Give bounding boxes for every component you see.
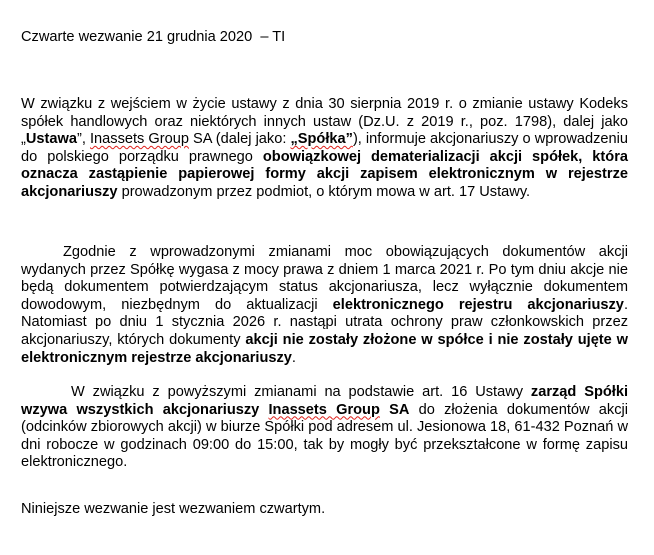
bold-term-ustawa: Ustawa: [25, 131, 77, 148]
text-segment: ”,: [76, 131, 90, 148]
text-segment: Zgodnie z wprowadzonymi zmianami moc obowiązujących dokumentów akcji wydanych przez Spółkę wygasa z mocy prawa z dniem 1 marca 2021 r. Po tym dniu akcje nie będą dokumentem potwierdzającym status akcjonariusza, lecz wyłącznie dokumentem dowodowym, niezbędnym do aktualizacji: [21, 244, 628, 313]
company-name: Inassets Group: [89, 131, 189, 148]
text-segment: SA (dalej jako:: [188, 131, 291, 148]
bold-term-spolka: „Spółka”: [290, 131, 353, 148]
text-segment: prowadzonym przez podmiot, o którym mowa w art. 17 Ustawy.: [117, 183, 531, 200]
bold-company-name: Inassets Group: [268, 401, 380, 418]
document-title: Czwarte wezwanie 21 grudnia 2020 – TI: [21, 29, 286, 45]
bold-company-suffix: SA: [379, 401, 410, 418]
text-segment: W związku z powyższymi zmianami na podstawie art. 16 Ustawy: [71, 384, 531, 400]
bold-board-summons: zarząd Spółki wzywa wszystkich akcjonariuszy: [21, 384, 629, 418]
paragraph-closing: Niniejsze wezwanie jest wezwaniem czwartym.: [21, 501, 326, 517]
bold-dematerialization-statement: obowiązkowej dematerializacji akcji spółek, która oznacza zastąpienie papierowej formy akcji zapisem elektronicznym w rejestrze akcjonariuszy: [21, 148, 628, 200]
paragraph-summons: [21, 384, 628, 472]
bold-not-submitted-warning: akcji nie zostały złożone w spółce i nie zostały ujęte w elektronicznym rejestrze akcjonariuszy: [21, 331, 628, 366]
bold-electronic-register: elektronicznego rejestru akcjonariuszy: [332, 296, 624, 313]
paragraph-act-introduction: [21, 96, 628, 202]
text-segment: . Natomiast po dniu 1 stycznia 2026 r. nastąpi utrata ochrony praw członkowskich przez akcjonariuszy, których dokumenty: [21, 296, 628, 348]
text-segment: ), informuje akcjonariuszy o wprowadzeniu do polskiego porządku prawnego: [21, 131, 628, 165]
paragraph-changes: [21, 244, 628, 367]
text-segment: W związku z wejściem w życie ustawy z dnia 30 sierpnia 2019 r. o zmianie ustawy Kodeks spółek handlowych oraz niektórych innych ustaw (Dz.U. z 2019 r., poz. 1798), dalej jako „: [21, 96, 628, 148]
text-segment: do złożenia dokumentów akcji (odcinków zbiorowych akcji) w biurze Spółki pod adresem ul. Jesionowa 18, 61-432 Poznań w dni robocze w godzinach 09:00 do 15:00, tak by mogły być przekształcone w formę zapisu elektronicznego.: [21, 401, 628, 471]
text-segment: .: [291, 349, 296, 366]
